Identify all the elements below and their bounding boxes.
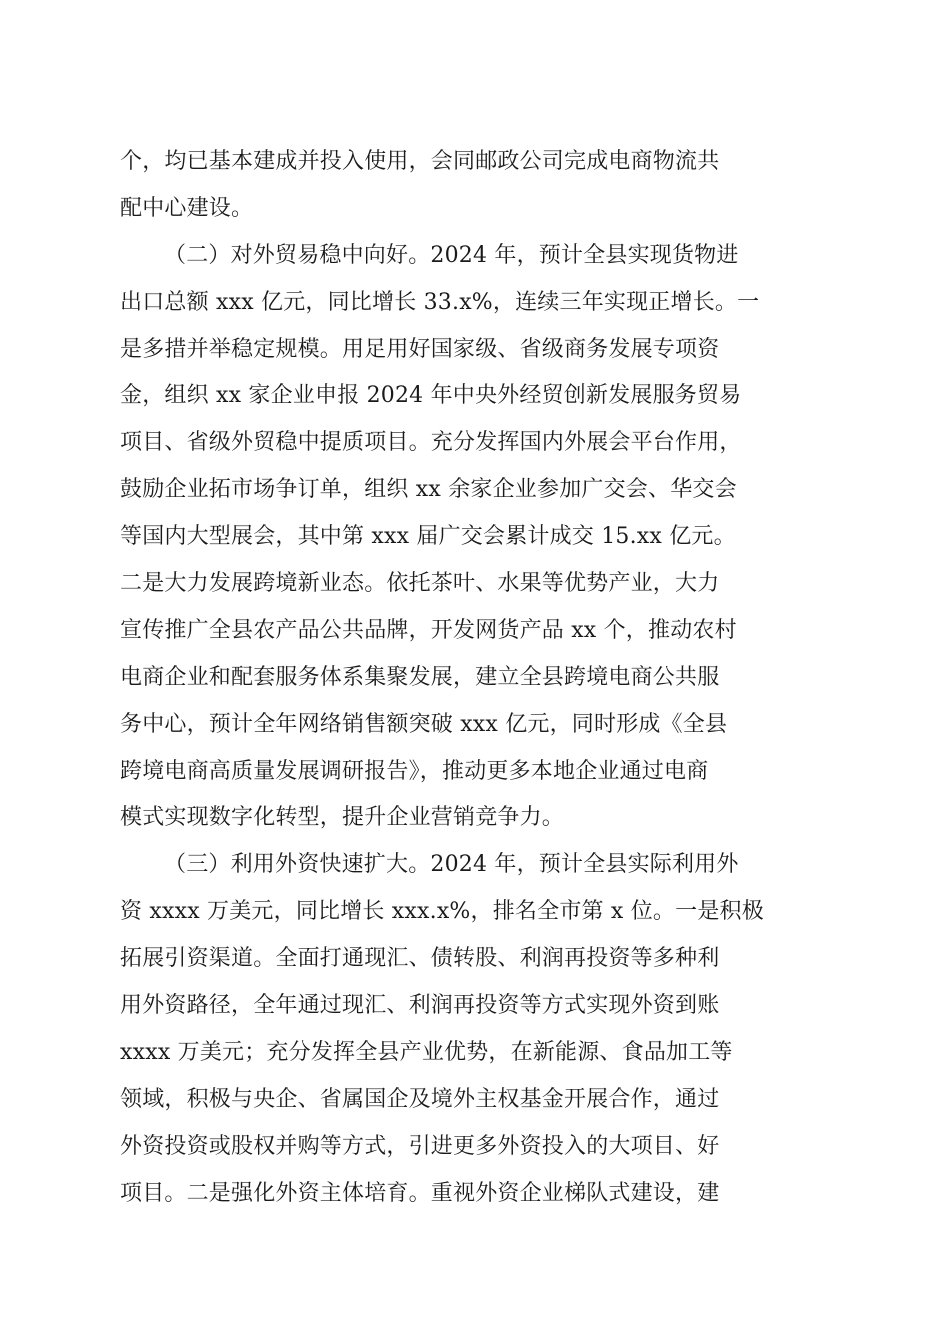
text-line: 外资投资或股权并购等方式，引进更多外资投入的大项目、好 [120,1133,720,1159]
text-line: 领域，积极与央企、省属国企及境外主权基金开展合作，通过 [120,1086,720,1112]
text-line: 等国内大型展会，其中第 xxx 届广交会累计成交 15.xx 亿元。 [120,524,736,550]
text-line: 务中心，预计全年网络销售额突破 xxx 亿元，同时形成《全县 [120,711,728,737]
text-line: 配中心建设。 [120,195,254,221]
text-line: 电商企业和配套服务体系集聚发展，建立全县跨境电商公共服 [120,664,720,690]
text-line: 是多措并举稳定规模。用足用好国家级、省级商务发展专项资 [120,336,720,362]
text-line: 宣传推广全县农产品公共品牌，开发网货产品 xx 个，推动农村 [120,617,737,643]
text-line: xxxx 万美元；充分发挥全县产业优势，在新能源、食品加工等 [120,1039,733,1065]
text-line: 跨境电商高质量发展调研报告》，推动更多本地企业通过电商 [120,758,709,784]
text-line: 二是大力发展跨境新业态。依托茶叶、水果等优势产业，大力 [120,571,720,597]
text-line: 金，组织 xx 家企业申报 2024 年中央外经贸创新发展服务贸易 [120,383,742,409]
document-body [120,139,840,1217]
text-line: 鼓励企业拓市场争订单，组织 xx 余家企业参加广交会、华交会 [120,477,737,503]
text-line: 出口总额 xxx 亿元，同比增长 33.x%，连续三年实现正增长。一 [120,289,760,315]
text-line: 个，均已基本建成并投入使用，会同邮政公司完成电商物流共 [120,149,720,174]
text-line: 拓展引资渠道。全面打通现汇、债转股、利润再投资等多种利 [120,946,720,972]
text-line: 项目。二是强化外资主体培育。重视外资企业梯队式建设，建 [120,1180,720,1206]
text-line: 用外资路径，全年通过现汇、利润再投资等方式实现外资到账 [120,993,720,1019]
text-line: 资 xxxx 万美元，同比增长 xxx.x%，排名全市第 x 位。一是积极 [120,899,764,925]
paragraph-heading-line: （三）利用外资快速扩大。2024 年，预计全县实际利用外 [164,852,739,878]
text-line: 项目、省级外贸稳中提质项目。充分发挥国内外展会平台作用， [120,430,742,456]
text-line: 模式实现数字化转型，提升企业营销竞争力。 [120,805,565,831]
paragraph-heading-line: （二）对外贸易稳中向好。2024 年，预计全县实现货物进 [164,242,739,268]
